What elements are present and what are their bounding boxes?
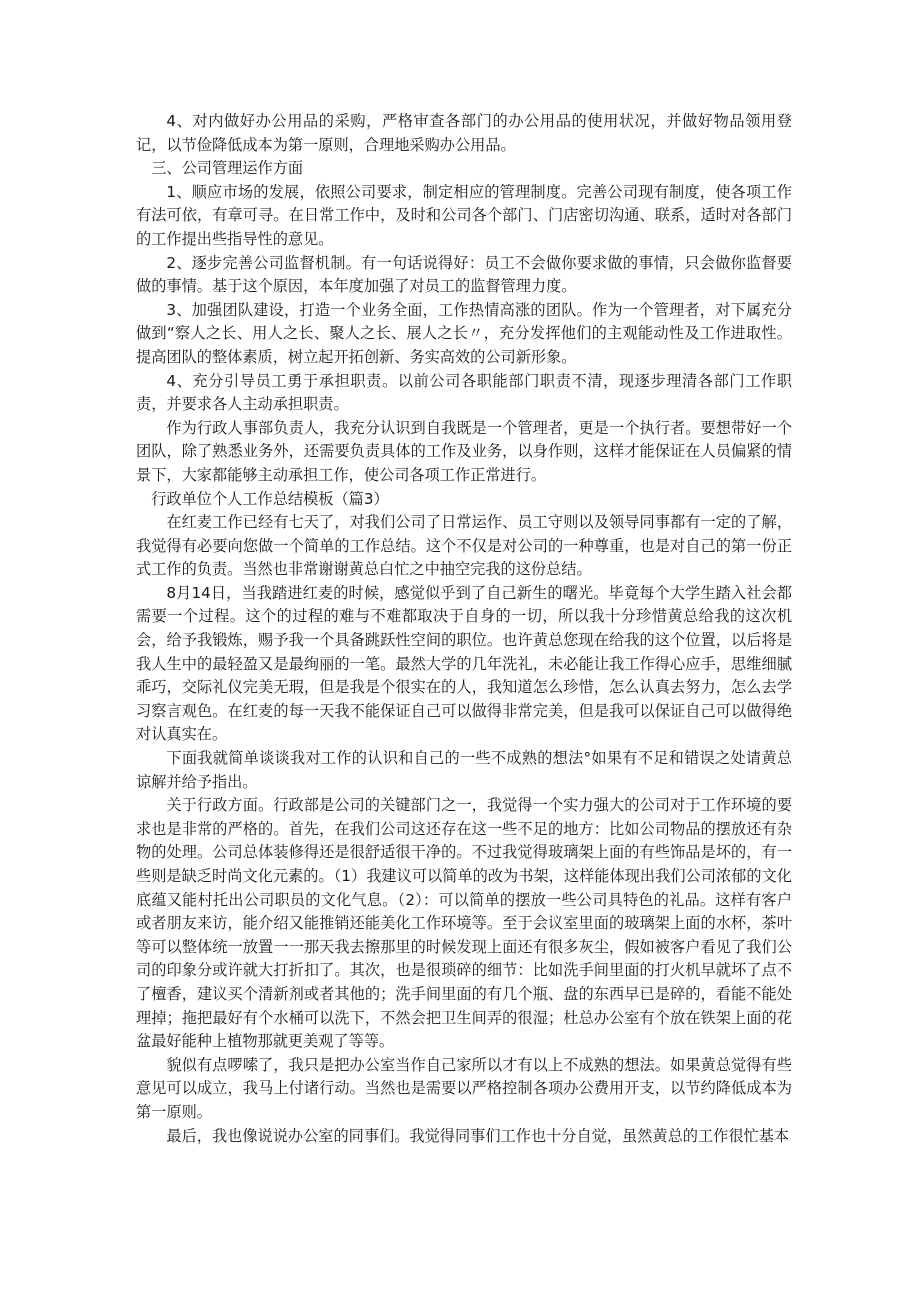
- paragraph-thoughts-intro: 下面我就简单谈谈我对工作的认识和自己的一些不成熟的想法°如果有不足和错误之处请黄总谅解并给予指出。: [136, 749, 792, 791]
- paragraph-supervision: 2、逐步完善公司监督机制。有一句话说得好：员工不会做你要求做的事情，只会做你监督要做的事情。基于这个原因，本年度加强了对员工的监督管理力度。: [136, 253, 792, 296]
- section-heading-management: 三、公司管理运作方面: [151, 159, 304, 178]
- document-body: [136, 110, 792, 1148]
- paragraph-suggestions: 貌似有点啰嗦了，我只是把办公室当作自己家所以才有以上不成熟的想法。如果黄总觉得有些意见可以成立，我马上付诸行动。当然也是需要以严格控制各项办公费用开支，以节约降低成本为第一原则。: [136, 1055, 792, 1121]
- paragraph-team-building: 3、加强团队建设，打造一个业务全面，工作热情高涨的团队。作为一个管理者，对下属充分做到“察人之长、用人之长、聚人之长、展人之长〃，充分发挥他们的主观能动性及工作进取性。提高团队的整体素质，树立起开拓创新、务实高效的公司新形象。: [136, 300, 792, 366]
- paragraph-role: 作为行政人事部负责人，我充分认识到自我既是一个管理者，更是一个执行者。要想带好一个团队，除了熟悉业务外，还需要负责具体的工作及业务，以身作则，这样才能保证在人员偏紧的情景下，大家都能够主动承担工作，使公司各项工作正常进行。: [136, 418, 792, 484]
- paragraph-admin: 关于行政方面。行政部是公司的关键部门之一，我觉得一个实力强大的公司对于工作环境的要求也是非常的严格的。首先，在我们公司这还存在这一些不足的地方：比如公司物品的摆放还有杂物的处理。公司总体装修得还是很舒适很干净的。不过我觉得玻璃架上面的有些饰品是坏的，有一些则是缺乏时尚文化元素的。（1）我建议可以简单的改为书架，这样能体现出我们公司浓郁的文化底蕴又能村托出公司职员的文化气息。（2）：可以简单的摆放一些公司具特色的礼品。这样有客户或者朋友来访，能介绍又能推销还能美化工作环境等。至于会议室里面的玻璃架上面的水杯，茶叶等可以整体统一放置一一那天我去擦那里的时候发现上面还有很多灰尘，假如被客户看见了我们公司的印象分或许就大打折扣了。其次，也是很琐碎的细节：比如洗手间里面的打火机早就坏了点不了檀香，建议买个清新剂或者其他的；洗手间里面的有几个瓶、盘的东西早已是碎的，看能不能处理掉；拖把最好有个水桶可以洗下，不然会把卫生间弄的很湿；杜总办公室有个放在铁架上面的花盆最好能种上植物那就更美观了等等。: [136, 796, 792, 1051]
- paragraph-colleagues: 最后，我也像说说办公室的同事们。我觉得同事们工作也十分自觉，虽然黄总的工作很忙基本: [166, 1126, 790, 1145]
- paragraph-management-system: 1、顺应市场的发展，依照公司要求，制定相应的管理制度。完善公司现有制度，使各项工作有法可依，有章可寻。在日常工作中，及时和公司各个部门、门店密切沟通、联系，适时对各部门的工作提出些指导性的意见。: [136, 182, 792, 248]
- paragraph-first-day: 8月14日，当我踏进红麦的时候，感觉似乎到了自己新生的曙光。毕竟每个大学生踏入社会都需要一个过程。这个的过程的难与不难都取决于自身的一切，所以我十分珍惜黄总给我的这次机会，给予我锻炼，赐予我一个具备跳跃性空间的职位。也许黄总您现在给我的这个位置，以后将是我人生中的最轻盈又是最绚丽的一笔。最然大学的几年洗礼，未必能让我工作得心应手，思维细腻乖巧，交际礼仪完美无瑕，但是我是个很实在的人，我知道怎么珍惜，怎么认真去努力，怎么去学习察言观色。在红麦的每一天我不能保证自己可以做得非常完美，但是我可以保证自己可以做得绝对认真实在。: [136, 583, 792, 744]
- paragraph-responsibility: 4、充分引导员工勇于承担职责。以前公司各职能部门职责不清，现逐步理清各部门工作职责，并要求各人主动承担职责。: [136, 371, 792, 414]
- paragraph-intro: 在红麦工作已经有七天了，对我们公司了日常运作、员工守则以及领导同事都有一定的了解，我觉得有必要向您做一个简单的工作总结。这个不仅是对公司的一种尊重，也是对自己的第一份正式工作的负责。当然也非常谢谢黄总白忙之中抽空完我的这份总结。: [136, 513, 792, 579]
- paragraph-procurement: 4、对内做好办公用品的采购，严格审查各部门的办公用品的使用状况，并做好物品领用登记，以节俭降低成本为第一原则，合理地采购办公用品。: [136, 112, 792, 154]
- article-title: 行政单位个人工作总结模板（篇3）: [151, 489, 389, 508]
